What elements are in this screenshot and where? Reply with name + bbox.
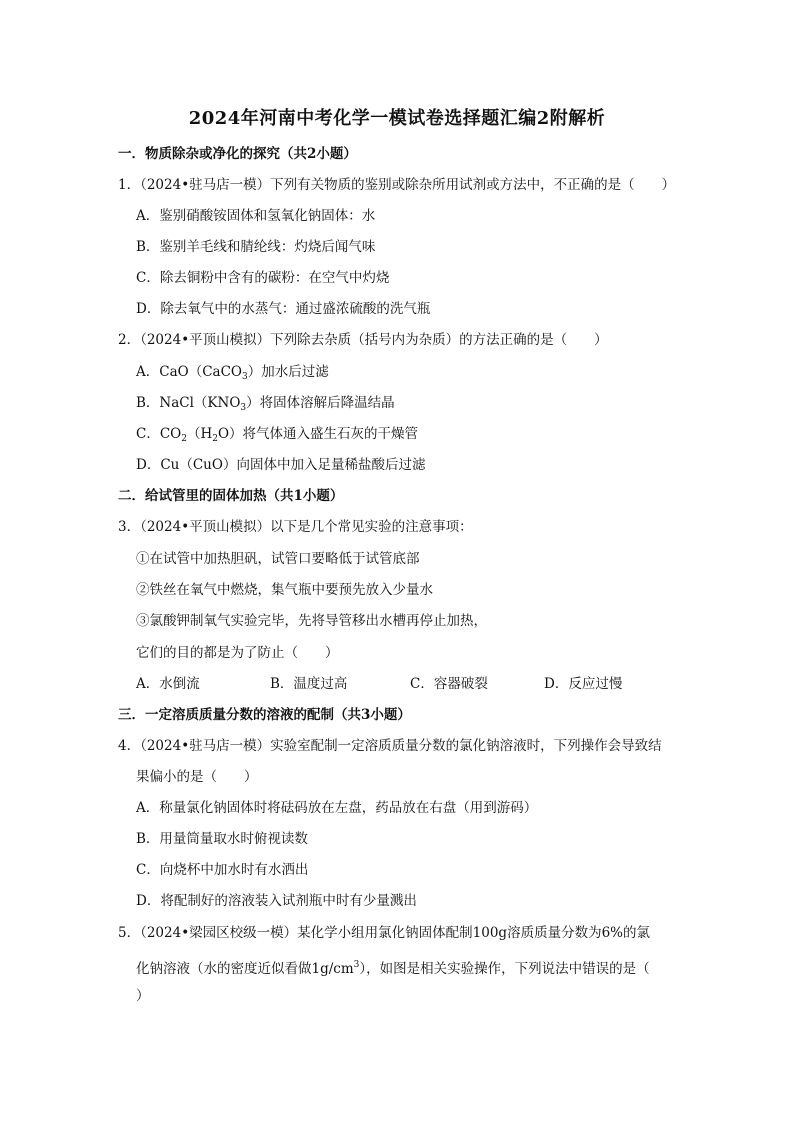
question-3-item-1: ①在试管中加热胆矾，试管口要略低于试管底部: [136, 551, 420, 567]
question-1-option-a: A．鉴别硝酸铵固体和氢氧化钠固体：水: [136, 208, 376, 224]
question-3-option-d: D．反应过慢: [544, 676, 623, 692]
question-3-item-3: ③氯酸钾制氧气实验完毕，先将导管移出水槽再停止加热，: [136, 613, 487, 629]
question-2-option-c: [136, 424, 418, 449]
option-text: B．NaCl（KNO: [136, 395, 241, 411]
question-2-option-b: [136, 393, 395, 418]
question-5-stem-line-1: 5．（2024•梁园区校级一模）某化学小组用氯化钠固体配制100g溶质质量分数为6%的氯: [118, 925, 650, 941]
subscript: 2: [181, 434, 187, 444]
option-text: ）将固体溶解后降温结晶: [246, 395, 395, 411]
question-1-option-c: C．除去铜粉中含有的碳粉：在空气中灼烧: [136, 270, 390, 286]
question-3-option-a: A．水倒流: [136, 676, 200, 692]
question-1-stem: 1．（2024•驻马店一模）下列有关物质的鉴别或除杂所用试剂或方法中，不正确的是（ ）: [118, 177, 676, 193]
subscript: 3: [240, 403, 247, 413]
question-3-item-2: ②铁丝在氧气中燃烧，集气瓶中要预先放入少量水: [136, 582, 433, 598]
question-4-stem-line-1: 4．（2024•驻马店一模）实验室配制一定溶质质量分数的氯化钠溶液时，下列操作会导致结: [118, 738, 662, 754]
question-2-option-a: [136, 362, 329, 387]
question-3-option-b: B．温度过高: [270, 676, 348, 692]
subscript: 3: [241, 372, 248, 382]
question-4-option-c: C．向烧杯中加水时有水洒出: [136, 862, 309, 878]
question-1-option-b: B．鉴别羊毛线和腈纶线：灼烧后闻气味: [136, 239, 376, 255]
question-2-option-d: D．Cu（CuO）向固体中加入足量稀盐酸后过滤: [136, 457, 426, 473]
question-4-option-d: D．将配制好的溶液装入试剂瓶中时有少量溅出: [136, 893, 417, 909]
question-4-option-a: A．称量氯化钠固体时将砝码放在左盘，药品放在右盘（用到游码）: [136, 800, 538, 816]
question-3-stem: 3．（2024•平顶山模拟）以下是几个常见实验的注意事项：: [118, 519, 473, 535]
page-title: 2024年河南中考化学一模试卷选择题汇编2附解析: [188, 108, 606, 129]
option-text: A．CaO（CaCO: [136, 364, 242, 380]
option-text: O）将气体通入盛生石灰的干燥管: [217, 426, 419, 442]
section-heading-3: 三．一定溶质质量分数的溶液的配制（共3小题）: [118, 707, 411, 723]
question-3-options: [136, 674, 656, 694]
question-5-stem-line-2: [136, 955, 650, 979]
question-5-stem-line-3: ）: [136, 988, 150, 1004]
subscript: 2: [212, 434, 218, 444]
question-4-stem-line-2: 果偏小的是（ ）: [136, 769, 258, 785]
question-3-option-c: C．容器破裂: [410, 676, 488, 692]
option-text: C．CO: [136, 426, 182, 442]
question-2-stem: 2．（2024•平顶山模拟）下列除去杂质（括号内为杂质）的方法正确的是（ ）: [118, 332, 608, 348]
question-1-option-d: D．除去氧气中的水蒸气：通过盛浓硫酸的洗气瓶: [136, 301, 431, 317]
superscript: 3: [353, 960, 360, 970]
option-text: ）加水后过滤: [247, 364, 329, 380]
option-text: （H: [186, 426, 213, 442]
question-4-option-b: B．用量筒量取水时俯视读数: [136, 831, 308, 847]
question-3-ask: 它们的目的都是为了防止（ ）: [136, 645, 339, 661]
stem-text: ），如图是相关实验操作，下列说法中错误的是（: [359, 961, 650, 977]
stem-text: 化钠溶液（水的密度近似看做1g/cm: [136, 961, 354, 977]
section-heading-2: 二．给试管里的固体加热（共1小题）: [118, 488, 344, 504]
section-heading-1: 一．物质除杂或净化的探究（共2小题）: [118, 146, 357, 162]
